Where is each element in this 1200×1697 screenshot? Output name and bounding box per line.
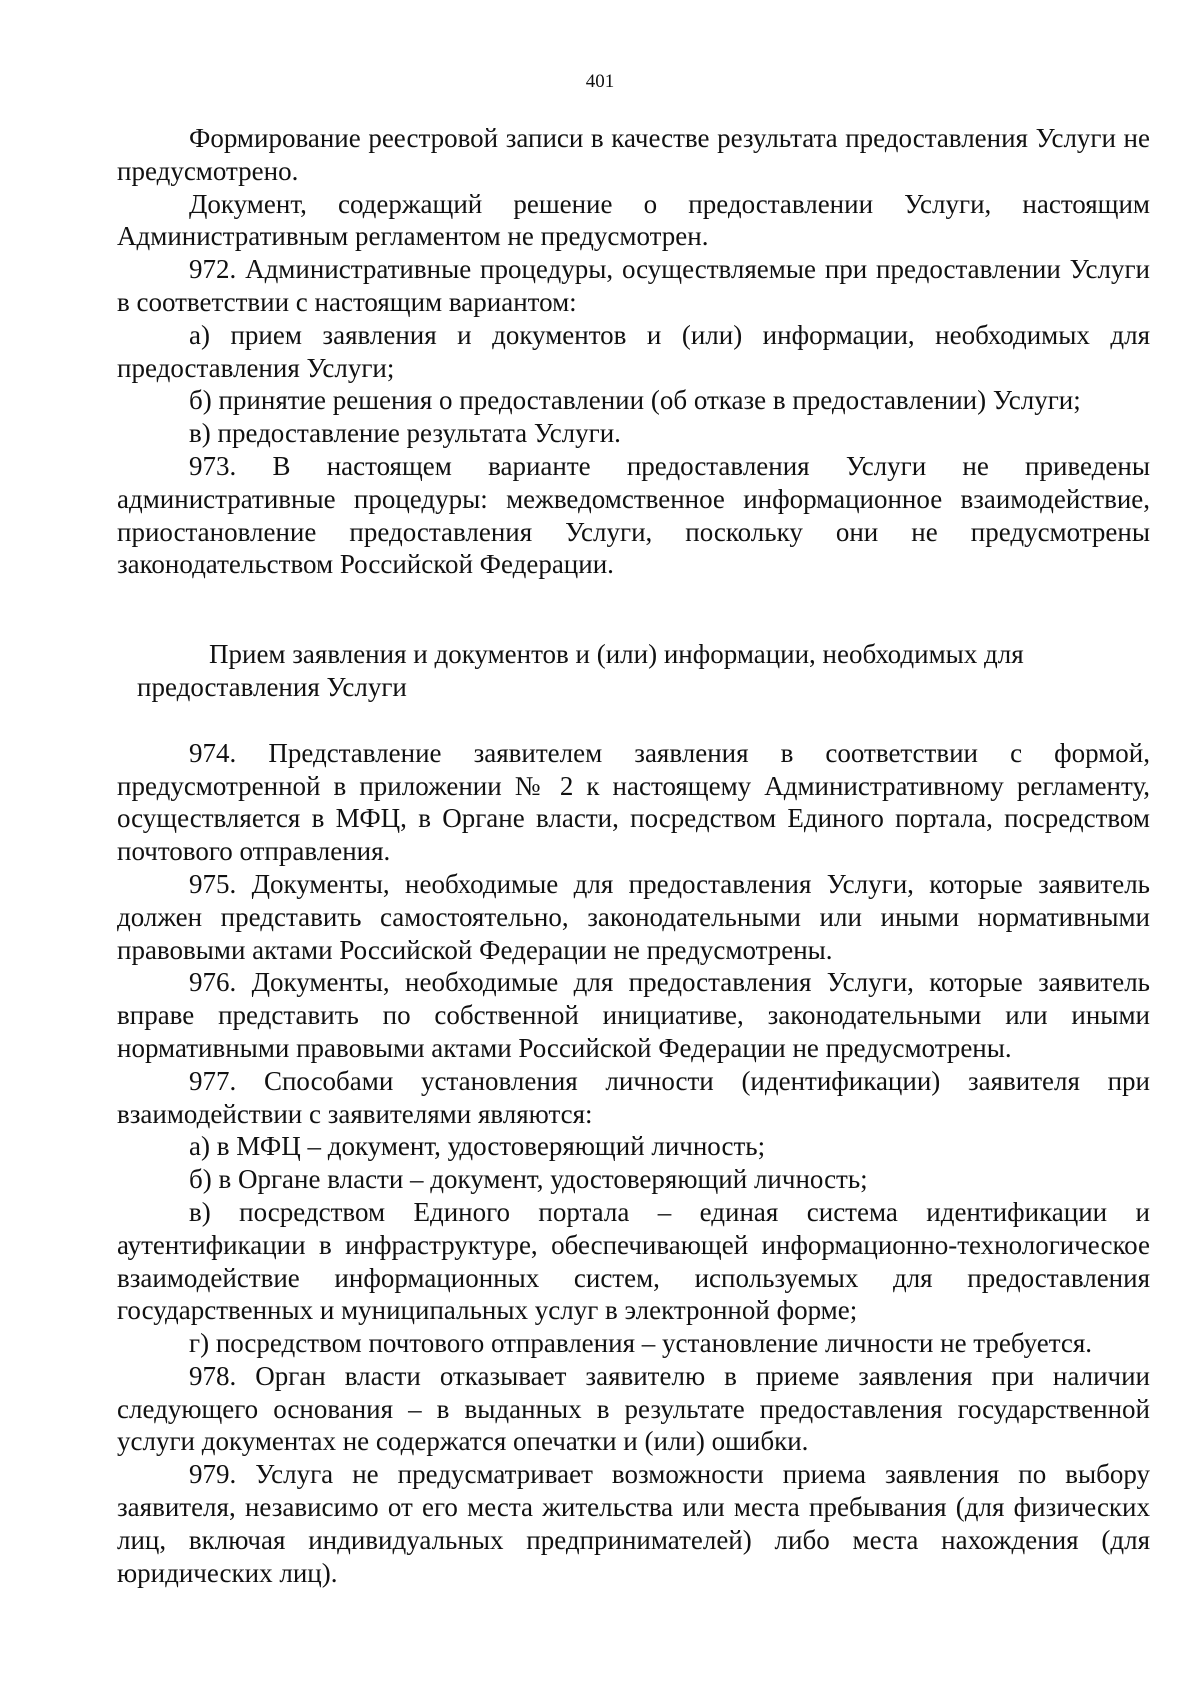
page-number: 401: [585, 71, 615, 92]
paragraph-977: 977. Способами установления личности (идентификации) заявителя при взаимодействии с заявителями являются:: [117, 1065, 1150, 1129]
list-item-c: в) посредством Единого портала – единая система идентификации и аутентификации в инфраструктуре, обеспечивающей информационно-технологическое взаимодействие информационных систем, используемых для предоставления государственных и муниципальных услуг в электронной форме;: [117, 1196, 1150, 1326]
paragraph-978: 978. Орган власти отказывает заявителю в приеме заявления при наличии следующего основания – в выданных в результате предоставления государственной услуги документах не содержатся опечатки и (или) ошибки.: [117, 1360, 1150, 1457]
document-body: [117, 122, 1150, 1589]
paragraph-974: 974. Представление заявителем заявления в соответствии с формой, предусмотренной в приложении № 2 к настоящему Административному регламенту, осуществляется в МФЦ, в Органе власти, посредством Единого портала, посредством почтового отправления.: [117, 737, 1150, 867]
section-heading: [117, 638, 1150, 704]
paragraph-973: 973. В настоящем варианте предоставления Услуги не приведены административные процедуры: межведомственное информационное взаимодействие, приостановление предоставления Услуги, поскольку они не предусмотрены законодательством Российской Федерации.: [117, 450, 1150, 580]
section-heading-line2: предоставления Услуги: [137, 671, 407, 702]
paragraph-979: 979. Услуга не предусматривает возможности приема заявления по выбору заявителя, независимо от его места жительства или места пребывания (для физических лиц, включая индивидуальных предпринимателей) либо места нахождения (для юридических лиц).: [117, 1459, 1150, 1588]
list-item-a: а) прием заявления и документов и (или) информации, необходимых для предоставления Услуги;: [117, 319, 1150, 383]
list-item-b: б) в Органе власти – документ, удостоверяющий личность;: [189, 1164, 868, 1195]
section-heading-line1: Прием заявления и документов и (или) информации, необходимых для: [209, 639, 1024, 670]
paragraph-972: 972. Административные процедуры, осуществляемые при предоставлении Услуги в соответствии с настоящим вариантом:: [117, 254, 1150, 317]
list-item-d: г) посредством почтового отправления – установление личности не требуется.: [189, 1328, 1093, 1359]
paragraph: Формирование реестровой записи в качестве результата предоставления Услуги не предусмотрено.: [117, 123, 1150, 186]
paragraph-976: 976. Документы, необходимые для предоставления Услуги, которые заявитель вправе представить по собственной инициативе, законодательными или иными нормативными правовыми актами Российской Федерации не предусмотрены.: [117, 967, 1150, 1063]
paragraph: Документ, содержащий решение о предоставлении Услуги, настоящим Административным регламентом не предусмотрен.: [117, 188, 1150, 252]
list-item-a: а) в МФЦ – документ, удостоверяющий личность;: [189, 1131, 766, 1162]
heading-spacer: [117, 704, 1150, 737]
section-spacer: [117, 581, 1150, 638]
paragraph-975: 975. Документы, необходимые для предоставления Услуги, которые заявитель должен представить самостоятельно, законодательными или иными нормативными правовыми актами Российской Федерации не предусмотрены.: [117, 868, 1150, 965]
list-item-c: в) предоставление результата Услуги.: [189, 418, 621, 449]
list-item-b: б) принятие решения о предоставлении (об отказе в предоставлении) Услуги;: [189, 385, 1081, 416]
